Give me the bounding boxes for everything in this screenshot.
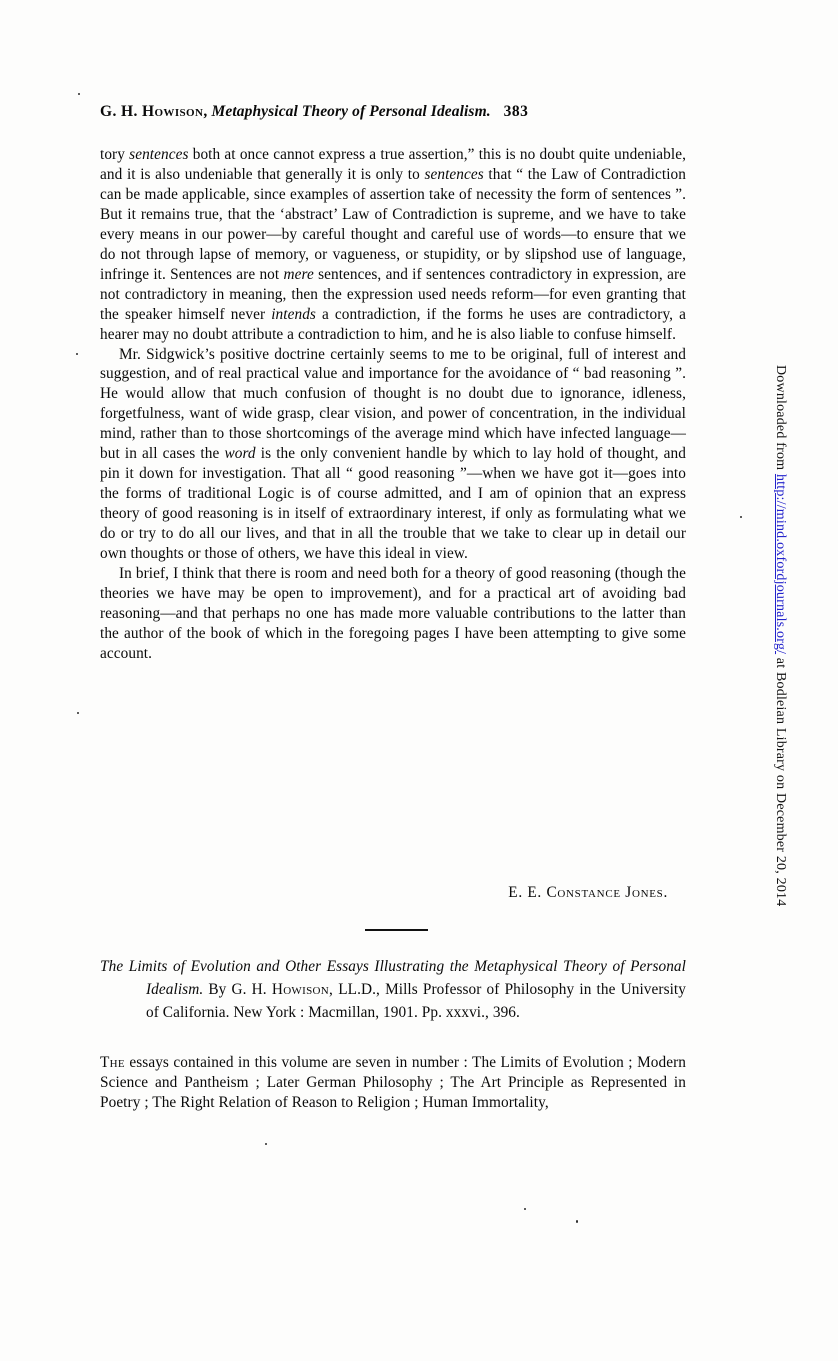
page-number: 383 [503,103,529,120]
para1-lead: tory [100,146,130,163]
scan-speck [78,93,80,95]
watermark-prefix: Downloaded from [773,365,788,474]
para1-italic-mere: mere [283,265,314,283]
citation-title: The Limits of Evolution and Other Essays Illustrating the Metaphysical Theory of Personal Idealism. [100,958,686,998]
opening-run: essays contained in this volume are seven in number : The Limits of Evolution ; Modern Science and Pantheism ; Later German Philosophy ; The Art Principle as Represented in Poetry ; The Right Relation of Reason to Religion ; Human Immortality, [100,1054,686,1111]
running-head-title: Metaphysical Theory of Personal Idealism. [211,103,491,120]
paragraph-review-opening [100,1053,686,1113]
watermark-url-link[interactable]: http://mind.oxfordjournals.org/ [773,473,788,655]
para1-run-a: both at once cannot express a true assertion,” this is no doubt quite undeniable, and it is also undeniable that generally it is only to [100,146,686,183]
citation-byline-lead: By G. H. [203,980,272,998]
scan-speck [265,1143,267,1145]
para2-run-a: Mr. Sidgwick’s positive doctrine certainly seems to me to be original, full of interest and suggestion, and of real practical value and importance for the avoidance of “ bad reasoning ”. He would allow that much confusion of thought is no doubt due to ignorance, idleness, forgetfulness, want of wide grasp, clear vision, and power of concentration, in the individual mind, rather than to those shortcomings of the average mind which have infected language—but in all cases the [100,345,686,463]
para2-run-b: is the only convenient handle by which to lay hold of thought, and pin it down for investigation. That all “ good reasoning ”—when we have got it—goes into the forms of traditional Logic is of course admitted, and I am of opinion that an express theory of good reasoning is in itself of extraordinary interest, if only as formulating what we do or try to do all our lives, and that in all the trouble that we take to clear up in detail our own thoughts or those of others, we have this ideal in view. [100,445,686,563]
para2-italic-word: word [224,445,256,463]
body-text-block [100,145,686,664]
scan-speck [524,1208,526,1210]
para1-run-d: a contradiction, if the forms he uses are contradictory, a hearer may no doubt attribute a contradiction to him, and he is also liable to confuse himself. [100,305,686,343]
paragraph-sidgwick [100,345,686,564]
running-head [100,103,690,122]
opening-smallcaps-the: The [100,1054,125,1071]
para1-italic-sentences-b: sentences [424,165,484,183]
scan-speck [576,1220,578,1223]
para1-run-c: sentences, and if sentences contradictory in expression, are not contradictory in meaning, then the expression used needs reform—for even granting that the speaker himself never [100,265,686,323]
review-signature: E. E. Constance Jones. [508,884,668,901]
citation-author: Howison, [271,980,334,998]
watermark-suffix: at Bodleian Library on December 20, 2014 [773,654,788,907]
para1-italic-sentences-a: sentences [129,146,189,163]
section-divider-rule [365,929,428,931]
paragraph-continuation [100,145,686,345]
running-head-author: G. H. Howison, [100,103,208,120]
book-citation [100,956,686,1024]
scan-speck [77,712,79,714]
para1-italic-intends: intends [271,305,316,323]
citation-imprint: LL.D., Mills Professor of Philosophy in the University of California. New York : Macmillan, 1901. Pp. xxxvi., 396. [146,980,686,1021]
download-watermark [772,365,788,1005]
review-opening-block [100,1053,686,1113]
scan-speck [740,516,742,518]
para1-run-b: that “ the Law of Contradiction can be made applicable, since examples of assertion take of necessity the form of sentences ”. But it remains true, that the ‘abstract’ Law of Contradiction is supreme, and we have to take every means in our power—by careful thought and careful use of words—to ensure that we do not through lapse of memory, or vagueness, or stupidity, or by slipshod use of language, infringe it. Sentences are not [100,165,686,283]
scan-speck [76,353,78,355]
paragraph-in-brief: In brief, I think that there is room and need both for a theory of good reasoning (though the theories we have may be open to improvement), and for a practical art of avoiding bad reasoning—and that perhaps no one has made more valuable contributions to the latter than the author of the book of which in the foregoing pages I have been attempting to give some account. [100,565,686,662]
